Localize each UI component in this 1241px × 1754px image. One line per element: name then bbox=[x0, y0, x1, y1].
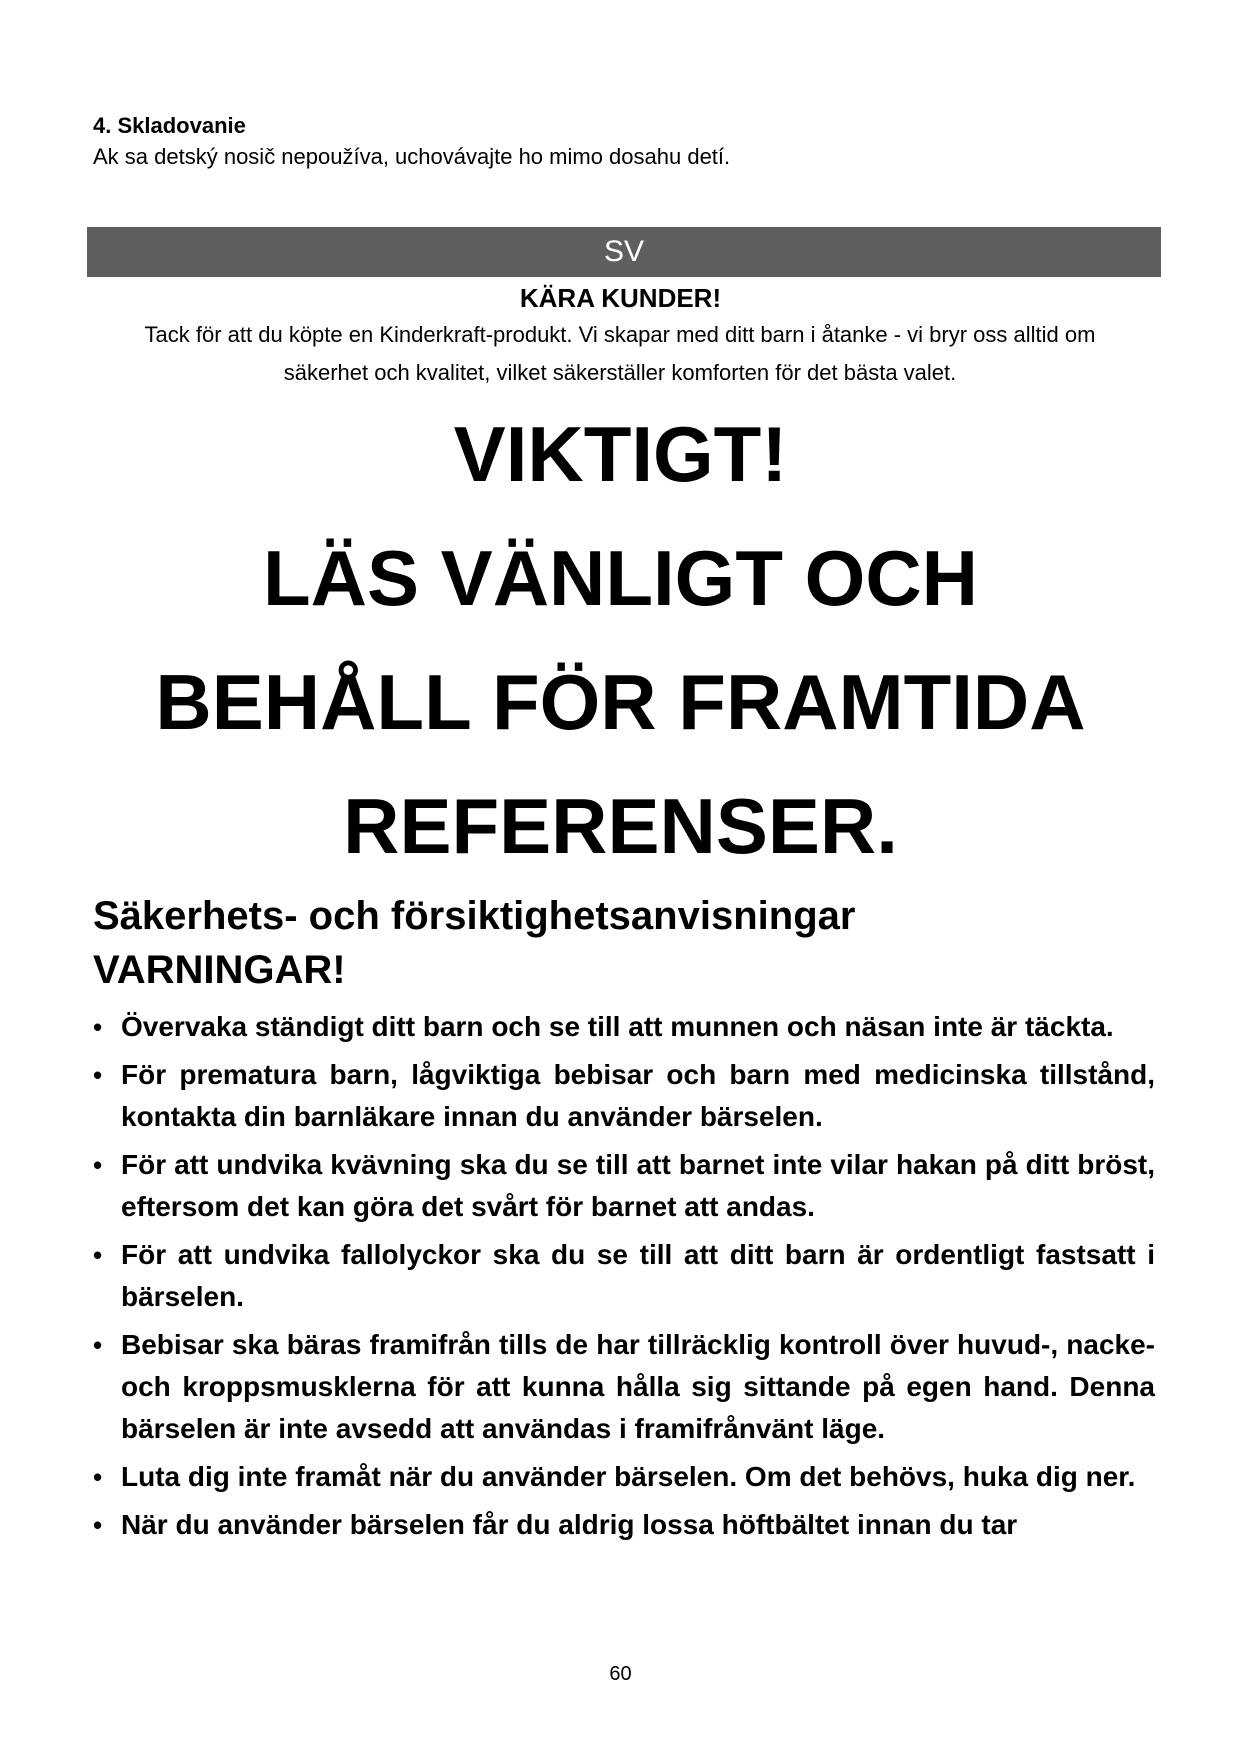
warning-text: Luta dig inte framåt när du använder bärselen. Om det behövs, huka dig ner. bbox=[121, 1461, 1136, 1492]
warning-item bbox=[93, 1054, 1155, 1138]
greeting-title: KÄRA KUNDER! bbox=[519, 283, 722, 313]
warning-text: När du använder bärselen får du aldrig lossa höftbältet innan du tar bbox=[121, 1509, 1018, 1540]
page-number: 60 bbox=[609, 1663, 632, 1685]
bullet-icon: • bbox=[93, 1510, 103, 1540]
bullet-icon: • bbox=[93, 1330, 103, 1360]
important-line-3: BEHÅLL FÖR FRAMTIDA bbox=[155, 658, 1086, 746]
previous-section bbox=[93, 111, 1153, 173]
greeting-text: Tack för att du köpte en Kinderkraft-produkt. Vi skapar med ditt barn i åtanke - vi bryr oss alltid om säkerhet och kvalitet, vilket säkerställer komforten för det bästa valet. bbox=[144, 322, 1096, 385]
warning-item bbox=[93, 1144, 1155, 1228]
bullet-icon: • bbox=[93, 1060, 103, 1090]
bullet-icon: • bbox=[93, 1462, 103, 1492]
warning-item bbox=[93, 1504, 1155, 1546]
warnings-title: VARNINGAR! bbox=[93, 948, 346, 992]
important-line-1: VIKTIGT! bbox=[453, 410, 788, 498]
previous-section-text: Ak sa detský nosič nepoužíva, uchovávajte ho mimo dosahu detí. bbox=[93, 144, 731, 169]
important-notice bbox=[0, 392, 1241, 888]
important-line-4: REFERENSER. bbox=[343, 782, 898, 870]
bullet-icon: • bbox=[93, 1240, 103, 1270]
bullet-icon: • bbox=[93, 1012, 103, 1042]
warning-item bbox=[93, 1456, 1155, 1498]
warning-item bbox=[93, 1324, 1155, 1450]
important-line-2: LÄS VÄNLIGT OCH bbox=[263, 534, 978, 622]
warning-item bbox=[93, 1234, 1155, 1318]
warning-text: För prematura barn, lågviktiga bebisar och barn med medicinska tillstånd, kontakta din barnläkare innan du använder bärselen. bbox=[121, 1059, 1155, 1132]
warning-text: För att undvika kvävning ska du se till att barnet inte vilar hakan på ditt bröst, eftersom det kan göra det svårt för barnet att andas. bbox=[121, 1149, 1155, 1222]
safety-title: Säkerhets- och försiktighetsanvisningar bbox=[93, 894, 856, 938]
warnings-list bbox=[93, 1006, 1155, 1552]
bullet-icon: • bbox=[93, 1150, 103, 1180]
warning-text: Övervaka ständigt ditt barn och se till att munnen och näsan inte är täckta. bbox=[121, 1011, 1114, 1042]
warning-item bbox=[93, 1006, 1155, 1048]
language-bar: SV bbox=[87, 227, 1161, 277]
warning-text: För att undvika fallolyckor ska du se till att ditt barn är ordentligt fastsatt i bärselen. bbox=[121, 1239, 1155, 1312]
previous-section-heading: 4. Skladovanie bbox=[93, 113, 246, 138]
warning-text: Bebisar ska bäras framifrån tills de har tillräcklig kontroll över huvud-, nacke- och kroppsmusklerna för att kunna hålla sig sittande på egen hand. Denna bärselen är inte avsedd att användas i framifrånvänt läge. bbox=[121, 1329, 1155, 1444]
